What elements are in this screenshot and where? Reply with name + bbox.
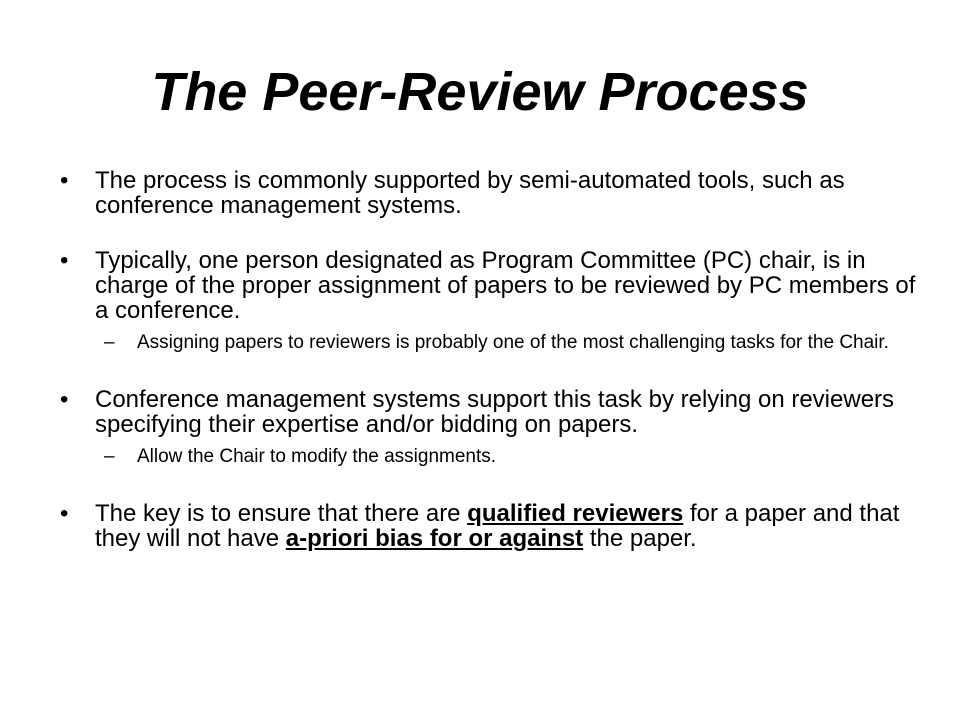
bullet-item — [60, 501, 920, 551]
bullet-text-part: for a paper and that they will not have — [95, 500, 900, 552]
bullet-item — [60, 168, 920, 218]
bullet-item — [60, 387, 920, 437]
sub-bullet-marker: – — [104, 446, 115, 467]
sub-bullet-item — [60, 331, 920, 354]
slide-title: The Peer-Review Process — [151, 62, 809, 122]
bullet-text: Conference management systems support this task by relying on reviewers specifying their expertise and/or bidding on papers. — [95, 386, 895, 438]
bullet-text-part: the paper. — [583, 525, 697, 552]
sub-bullet-text: Assigning papers to reviewers is probably one of the most challenging tasks for the Chair. — [137, 332, 889, 353]
slide-body — [60, 168, 920, 551]
sub-bullet-text: Allow the Chair to modify the assignments. — [137, 446, 497, 467]
bullet-marker: • — [60, 247, 69, 274]
emphasis-qualified-reviewers: qualified reviewers — [467, 500, 684, 527]
sub-bullet-marker: – — [104, 332, 115, 353]
bullet-text: The process is commonly supported by semi-automated tools, such as conference management systems. — [95, 167, 845, 219]
bullet-marker: • — [60, 500, 69, 527]
bullet-marker: • — [60, 167, 69, 194]
sub-bullet-item — [60, 445, 920, 468]
emphasis-a-priori-bias: a-priori bias for or against — [285, 525, 584, 552]
bullet-marker: • — [60, 386, 69, 413]
bullet-text-part: The key is to ensure that there are — [95, 500, 468, 527]
bullet-text: Typically, one person designated as Program Committee (PC) chair, is in charge of the proper assignment of papers to be reviewed by PC members of a conference. — [95, 247, 916, 324]
bullet-item — [60, 248, 920, 323]
